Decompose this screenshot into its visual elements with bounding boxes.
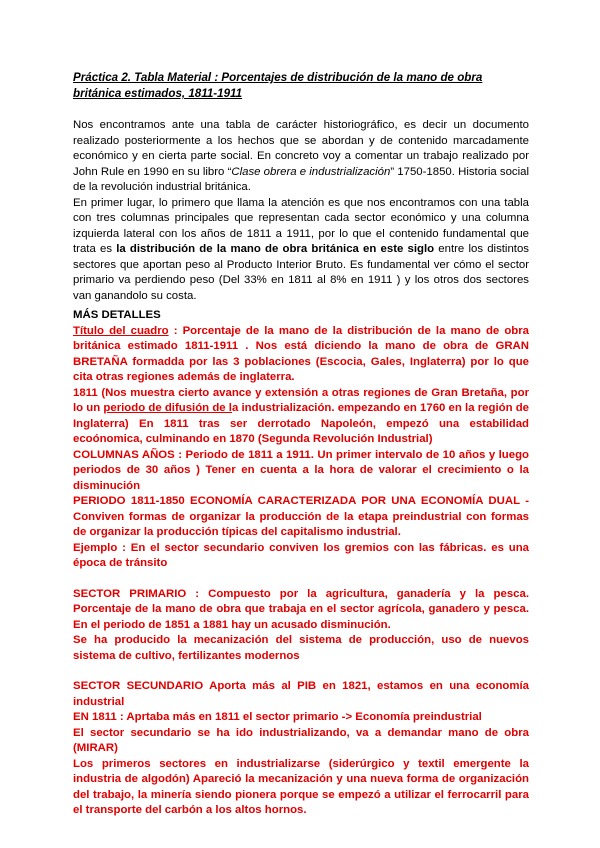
intro-paragraph-1 (73, 118, 529, 196)
book-title: Clase obrera e industrialización (231, 165, 391, 178)
intro-p2-bold: la distribución de la mano de obra británica en este siglo (116, 243, 435, 255)
intro-p2-text: En primer lugar, lo primero que llama la atención es que nos encontramos con una tabla con tres columnas principales que representan cada sector económico y una columna izquierda lateral con los años de 1811 a 1911, por lo que el contenido fundamental que trata es (73, 196, 529, 255)
spacer (73, 572, 529, 587)
section-heading-mas-detalles: MÁS DETALLES (73, 309, 161, 321)
sector-secundario-industrializando: El sector secundario se ha ido industrializando, va a demandar mano de obra (MIRAR) (73, 726, 529, 754)
paragraph-1811 (73, 386, 529, 448)
periodo-paragraph: PERIODO 1811-1850 ECONOMÍA CARACTERIZADA POR UNA ECONOMÍA DUAL - Conviven formas de organizar la producción de la etapa preindustrial con formas de organizar la producción típicas del capitalismo industrial. (73, 495, 529, 538)
p1811-text: 1811 (Nos muestra cierto avance y extensión a otras regiones de Gran Bretaña, por lo un (73, 386, 529, 414)
intro-p1-text: Nos encontramos ante una tabla de carácter historiográfico, es decir un documento realizado posteriormente a los hechos que se abordan y de contenido marcadamente económico y en cierta parte social. En concreto voy a comentar un trabajo realizado por John Rule en 1990 en su libro “ (73, 119, 529, 178)
ejemplo-paragraph: Ejemplo : En el sector secundario conviven los gremios con las fábricas. es una época de tránsito (73, 541, 529, 569)
columnas-paragraph: COLUMNAS AÑOS : Periodo de 1811 a 1911. Un primer intervalo de 10 años y luego periodos de 30 años ) Tener en cuenta a la hora de valorar el crecimiento o la disminución (73, 448, 529, 492)
sector-primario-paragraph: SECTOR PRIMARIO : Compuesto por la agricultura, ganadería y la pesca. Porcentaje de la mano de obra que trabaja en el sector agrícola, ganadero y pesca. En el periodo de 1851 a 1881 hay un acusado disminución. (73, 587, 529, 631)
sector-secundario-paragraph: SECTOR SECUNDARIO Aporta más al PIB en 1821, estamos en una economía industrial (73, 680, 529, 708)
intro-p1-text-end: ” 1750-1850. Historia social de la revolución industrial británica. (73, 165, 529, 193)
sector-secundario-primeros: Los primeros sectores en industrializarse (siderúrgico y textil emergente la industria de algodón) Apareció la mecanización y una nueva forma de organización del trabajo, la minería siendo pionera porque se empezó a utilizar el ferrocarril para el transporte del carbón a los altos hornos. (73, 757, 529, 816)
p1811-text-end: a industrialización. empezando en 1760 en la región de Inglaterra) En 1811 tras ser derrotado Napoleón, empezó una estabilidad ecoónomica, culminando en 1870 (Segunda Revolución Industrial) (73, 402, 530, 445)
sector-secundario-1811: EN 1811 : Aprtaba más en 1811 el sector primario -> Economía preindustrial (73, 711, 482, 723)
sector-primario-mecanizacion: Se ha producido la mecanización del sistema de producción, uso de nuevos sistema de cultivo, fertilizantes modernos (73, 634, 529, 662)
p1811-underlined: periodo de difusión de l (103, 402, 232, 414)
titulo-cuadro-label: Título del cuadro (73, 324, 169, 337)
intro-p2-text-end: entre los distintos sectores que aportan peso al Producto Interior Bruto. Es fundamental ver cómo el sector primario va perdiendo peso (Del 33% en 1811 al 8% en 1911 ) y los otros dos sectores van ganandolo su costa. (73, 243, 529, 302)
titulo-cuadro-text: : Porcentaje de la mano de la distribución de la mano de obra británica estimado 1811-1911 . Nos está diciendo la mano de obra de GRAN BRETAÑA formadda por las 3 poblaciones (Escocia, Gales, Inglaterra) por lo que cita otras regiones además de inglaterra. (73, 324, 530, 383)
document-body (73, 70, 529, 819)
spacer (73, 664, 529, 679)
intro-paragraph-2 (73, 196, 529, 305)
document-title: Práctica 2. Tabla Material : Porcentajes de distribución de la mano de obra británica estimados, 1811-1911 (73, 71, 483, 100)
titulo-cuadro-paragraph (73, 324, 529, 386)
